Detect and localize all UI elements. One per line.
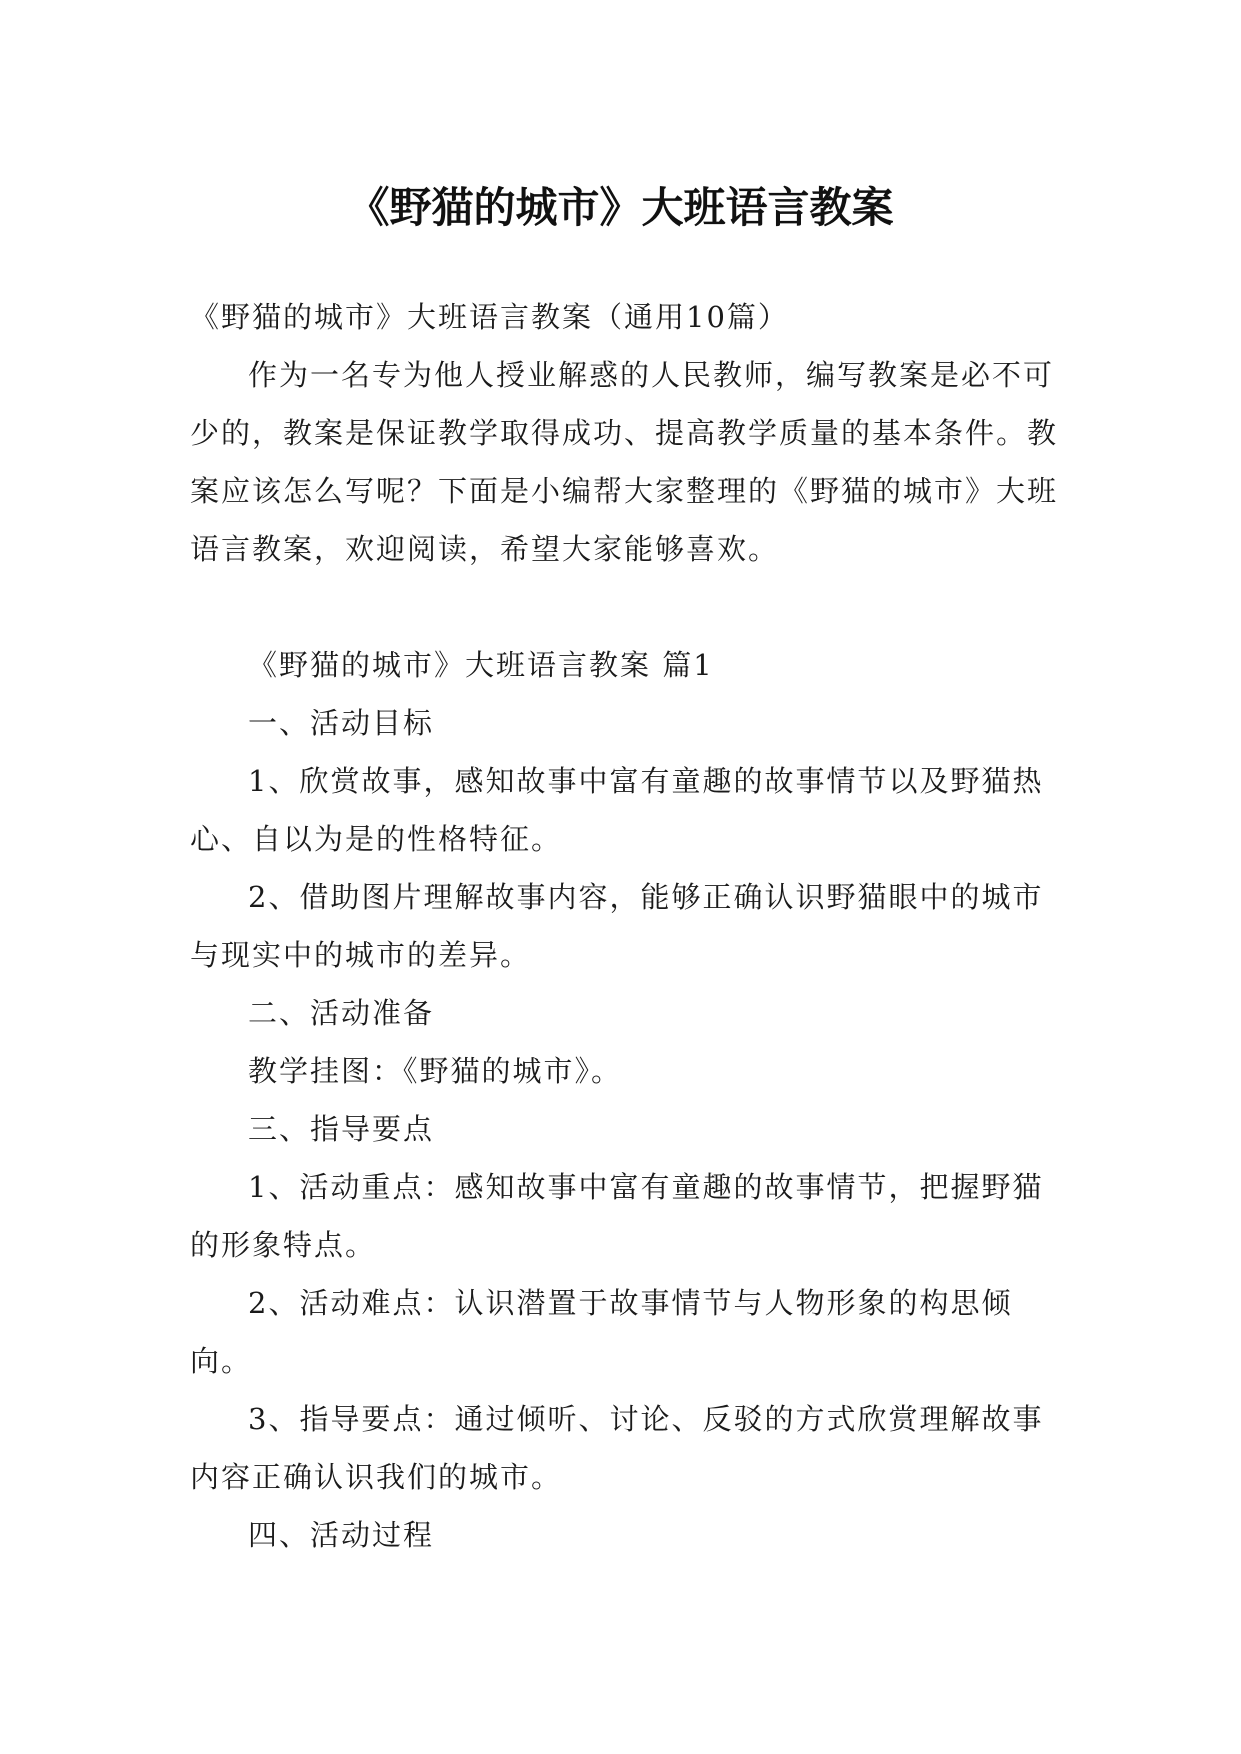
document-body — [190, 288, 1060, 1564]
intro-paragraph: 作为一名专为他人授业解惑的人民教师，编写教案是必不可少的，教案是保证教学取得成功、提高教学质量的基本条件。教案应该怎么写呢？下面是小编帮大家整理的《野猫的城市》大班语言教案，欢迎阅读，希望大家能够喜欢。 — [190, 358, 1059, 566]
goal-item-1: 1、欣赏故事，感知故事中富有童趣的故事情节以及野猫热心、自以为是的性格特征。 — [190, 764, 1044, 856]
goals-heading: 一、活动目标 — [248, 706, 435, 740]
document-subtitle: 《野猫的城市》大班语言教案（通用10篇） — [190, 300, 789, 334]
paragraph-spacer — [190, 578, 1060, 636]
prep-heading: 二、活动准备 — [248, 996, 435, 1030]
guide-item-3: 3、指导要点：通过倾听、讨论、反驳的方式欣赏理解故事内容正确认识我们的城市。 — [190, 1402, 1044, 1494]
guide-item-1: 1、活动重点：感知故事中富有童趣的故事情节，把握野猫的形象特点。 — [190, 1170, 1044, 1262]
guide-heading: 三、指导要点 — [248, 1112, 435, 1146]
prep-text: 教学挂图：《野猫的城市》。 — [248, 1054, 623, 1088]
goal-item-2: 2、借助图片理解故事内容，能够正确认识野猫眼中的城市与现实中的城市的差异。 — [190, 880, 1044, 972]
process-heading: 四、活动过程 — [248, 1518, 435, 1552]
guide-item-2: 2、活动难点：认识潜置于故事情节与人物形象的构思倾向。 — [190, 1286, 1013, 1378]
section-heading: 《野猫的城市》大班语言教案 篇1 — [248, 648, 714, 682]
document-title: 《野猫的城市》大班语言教案 — [347, 183, 894, 233]
